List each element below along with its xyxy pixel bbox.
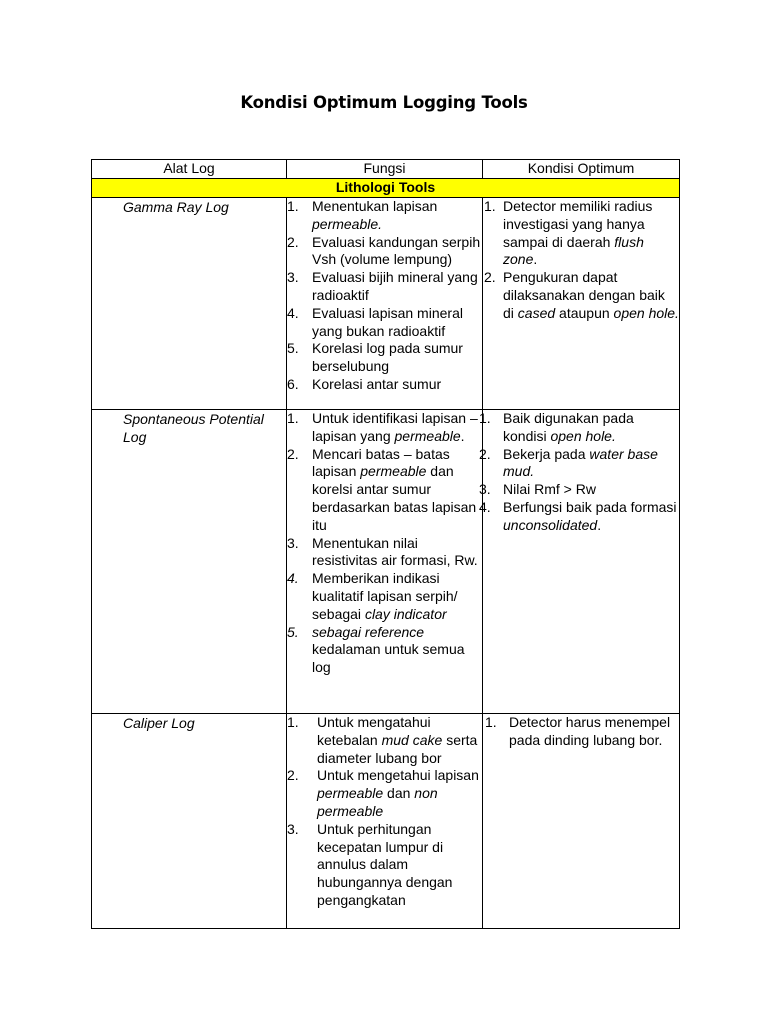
header-fungsi: Fungsi [287, 160, 483, 179]
kondisi-cell [479, 410, 680, 714]
fungsi-cell [287, 198, 483, 410]
list-item: 1. Menentukan lapisan permeable. [287, 198, 438, 232]
section-lithologi-tools: Lithologi Tools [92, 179, 680, 198]
list-item: 6. Korelasi antar sumur [287, 375, 442, 392]
list-item: 1. Detector harus menempel pada dinding lubang bor. [485, 714, 671, 748]
table-header-row [92, 160, 680, 179]
tool-name: Gamma Ray Log [92, 198, 287, 410]
header-alat-log: Alat Log [92, 160, 287, 179]
list-item: 3. Evaluasi bijih mineral yang radioaktif [287, 269, 478, 303]
list-item: 4. Berfungsi baik pada formasi unconsolidated. [479, 498, 677, 533]
fungsi-cell [287, 410, 483, 714]
kondisi-cell [483, 198, 680, 410]
list-item: 3. Nilai Rmf > Rw [479, 481, 596, 498]
kondisi-cell [483, 714, 680, 929]
list-item: 5. Korelasi log pada sumur berselubung [287, 340, 463, 375]
list-item: 1. Untuk mengatahui ketebalan mud cake serta diameter lubang bor [287, 714, 478, 766]
list-item: 5. sebagai reference kedalaman untuk semua log [287, 623, 465, 676]
header-kondisi-optimum: Kondisi Optimum [483, 160, 680, 179]
list-item: 2. Mencari batas – batas lapisan permeable dan korelsi antar sumur berdasarkan batas lapisan itu [287, 445, 477, 533]
table-row [92, 198, 680, 410]
table-row [92, 410, 680, 714]
list-item: 2. Pengukuran dapat dilaksanakan dengan baik di cased ataupun open hole. [484, 269, 679, 321]
list-item: 1. Untuk identifikasi lapisan – lapisan yang permeable. [287, 410, 478, 444]
tool-name: Caliper Log [92, 714, 287, 929]
list-item: 3. Untuk perhitungan kecepatan lumpur di annulus dalam hubungannya dengan pengangkatan [287, 820, 453, 908]
list-item: 2. Bekerja pada water base mud. [479, 445, 658, 480]
table-row [92, 714, 680, 929]
tool-name: Spontaneous Potential Log [92, 410, 287, 714]
list-item: 1. Detector memiliki radius investigasi yang hanya sampai di daerah flush zone. [484, 198, 653, 268]
fungsi-cell [287, 714, 483, 929]
list-item: 3. Menentukan nilai resistivitas air formasi, Rw. [287, 534, 478, 569]
page-title: Kondisi Optimum Logging Tools [240, 93, 528, 112]
section-row [92, 179, 680, 198]
list-item: 4. Evaluasi lapisan mineral yang bukan radioaktif [287, 304, 463, 339]
logging-tools-table [91, 159, 680, 929]
list-item: 2. Untuk mengetahui lapisan permeable dan non permeable [287, 767, 479, 819]
list-item: 1. Baik digunakan pada kondisi open hole. [479, 410, 634, 444]
list-item: 2. Evaluasi kandungan serpih Vsh (volume lempung) [287, 233, 481, 268]
list-item: 4. Memberikan indikasi kualitatif lapisan serpih/ sebagai clay indicator [287, 570, 458, 622]
